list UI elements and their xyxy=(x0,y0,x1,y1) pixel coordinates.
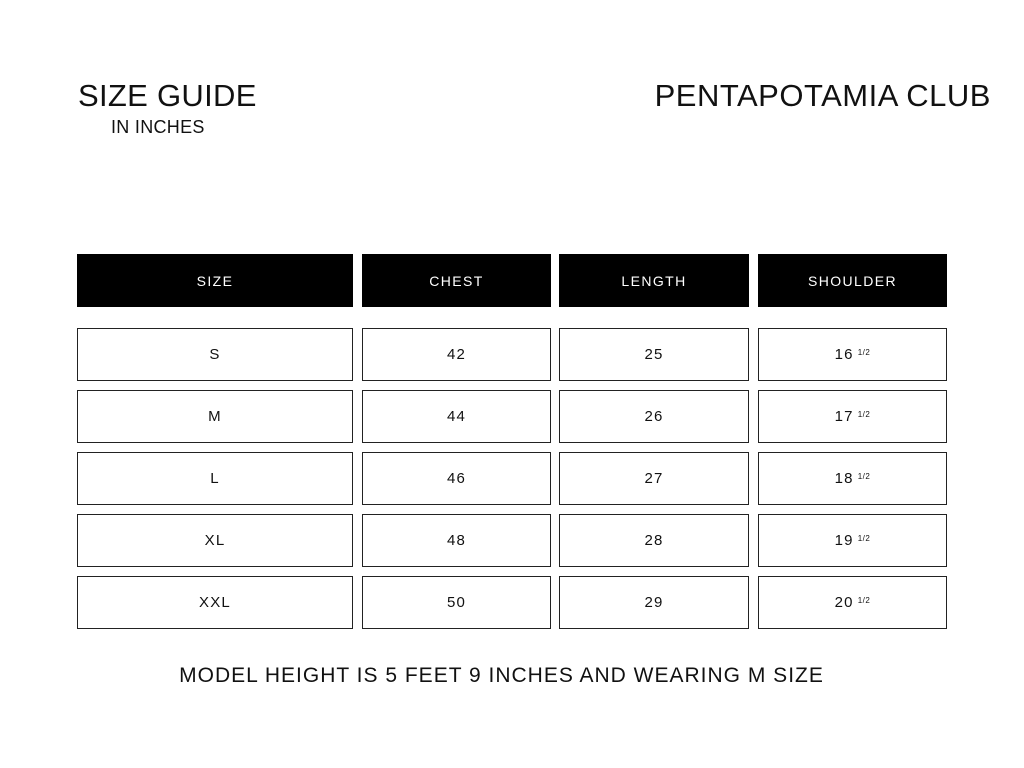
shoulder-value: 19 xyxy=(834,532,854,549)
column-header-chest: CHEST xyxy=(362,254,551,307)
cell-length: 28 xyxy=(559,514,749,567)
cell-length: 27 xyxy=(559,452,749,505)
cell-chest: 42 xyxy=(362,328,551,381)
cell-shoulder xyxy=(758,576,947,629)
model-note: MODEL HEIGHT IS 5 FEET 9 INCHES AND WEARING M SIZE xyxy=(179,664,824,687)
page-subtitle: IN INCHES xyxy=(111,117,205,137)
shoulder-fraction: 1/2 xyxy=(857,410,871,419)
shoulder-value: 18 xyxy=(834,470,854,487)
shoulder-fraction: 1/2 xyxy=(857,472,871,481)
shoulder-fraction: 1/2 xyxy=(857,596,871,605)
column-header-length: LENGTH xyxy=(559,254,749,307)
shoulder-value: 20 xyxy=(834,594,854,611)
column-header-shoulder: SHOULDER xyxy=(758,254,947,307)
cell-size: XXL xyxy=(77,576,353,629)
cell-length: 26 xyxy=(559,390,749,443)
cell-chest: 50 xyxy=(362,576,551,629)
cell-length: 25 xyxy=(559,328,749,381)
shoulder-fraction: 1/2 xyxy=(857,534,871,543)
cell-size: L xyxy=(77,452,353,505)
cell-length: 29 xyxy=(559,576,749,629)
cell-size: XL xyxy=(77,514,353,567)
cell-shoulder xyxy=(758,514,947,567)
cell-shoulder xyxy=(758,328,947,381)
cell-chest: 44 xyxy=(362,390,551,443)
cell-chest: 48 xyxy=(362,514,551,567)
cell-chest: 46 xyxy=(362,452,551,505)
cell-shoulder xyxy=(758,390,947,443)
shoulder-value: 16 xyxy=(834,346,854,363)
column-header-size: SIZE xyxy=(77,254,353,307)
shoulder-fraction: 1/2 xyxy=(857,348,871,357)
cell-size: S xyxy=(77,328,353,381)
cell-shoulder xyxy=(758,452,947,505)
page-title: SIZE GUIDE xyxy=(78,78,257,113)
brand-name: PENTAPOTAMIA CLUB xyxy=(654,78,991,113)
cell-size: M xyxy=(77,390,353,443)
shoulder-value: 17 xyxy=(834,408,854,425)
